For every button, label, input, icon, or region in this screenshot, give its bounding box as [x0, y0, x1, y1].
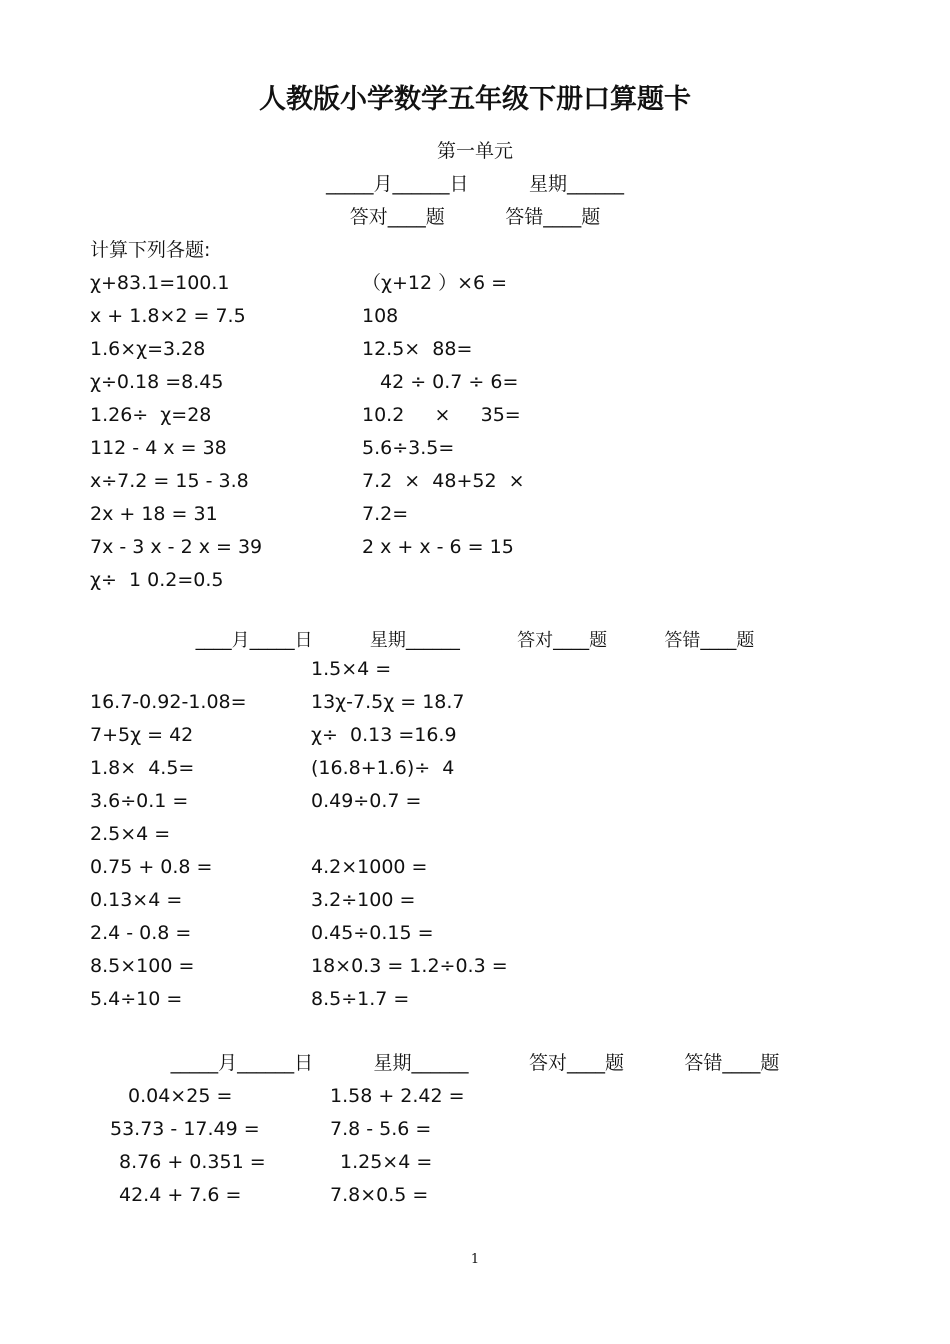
problem: 7.2 × 48+52 ×: [362, 470, 525, 492]
problem: 2x + 18 = 31: [90, 503, 218, 525]
problem: χ+83.1=100.1: [90, 272, 230, 294]
problem: 112 - 4 x = 38: [90, 437, 227, 459]
problem: 42.4 + 7.6 =: [119, 1184, 242, 1206]
problem: 5.6÷3.5=: [362, 437, 455, 459]
problem: 7x - 3 x - 2 x = 39: [90, 536, 263, 558]
problem: 0.49÷0.7 =: [311, 790, 422, 812]
problem: 8.76 + 0.351 =: [119, 1151, 266, 1173]
score-line: 答对____题 答错____题: [349, 206, 601, 228]
problem: 1.25×4 =: [340, 1151, 433, 1173]
problem: 8.5×100 =: [90, 955, 195, 977]
problem: 7+5χ = 42: [90, 724, 194, 746]
problem: 16.7-0.92-1.08=: [90, 691, 247, 713]
unit-heading: 第一单元: [436, 140, 513, 162]
problem: 1.8× 4.5=: [90, 757, 195, 779]
problem: χ÷0.18 =8.45: [90, 371, 224, 393]
problem: 1.26÷ χ=28: [90, 404, 212, 426]
problem: 13χ-7.5χ = 18.7: [311, 691, 465, 713]
problem: 1.58 + 2.42 =: [330, 1085, 465, 1107]
problem: （χ+12 ）×6 =: [362, 272, 508, 294]
section-header: _____月______日 星期______ 答对____题 答错____题: [170, 1052, 780, 1074]
problem: 1.6×χ=3.28: [90, 338, 206, 360]
problem: 12.5× 88=: [362, 338, 473, 360]
problem: x + 1.8×2 = 7.5: [90, 305, 246, 327]
problem: 2.5×4 =: [90, 823, 171, 845]
instruction: 计算下列各题:: [90, 239, 211, 261]
problem: 2.4 - 0.8 =: [90, 922, 192, 944]
section-header: ____月_____日 星期______ 答对____题 答错____题: [195, 630, 755, 651]
problem: 7.8 - 5.6 =: [330, 1118, 432, 1140]
page-title: 人教版小学数学五年级下册口算题卡: [259, 84, 691, 115]
problem: 108: [362, 305, 399, 327]
problem: 18×0.3 = 1.2÷0.3 =: [311, 955, 508, 977]
problem: 5.4÷10 =: [90, 988, 183, 1010]
problem: 2 x + x - 6 = 15: [362, 536, 514, 558]
problem: 10.2 × 35=: [362, 404, 521, 426]
problem: χ÷ 1 0.2=0.5: [90, 569, 224, 591]
problem: 4.2×1000 =: [311, 856, 428, 878]
problem: 0.75 + 0.8 =: [90, 856, 213, 878]
problem: 1.5×4 =: [311, 658, 392, 680]
problem: 3.6÷0.1 =: [90, 790, 189, 812]
problem: 53.73 - 17.49 =: [110, 1118, 260, 1140]
problem: 7.2=: [362, 503, 409, 525]
problem: 0.04×25 =: [128, 1085, 233, 1107]
problem: 0.13×4 =: [90, 889, 183, 911]
page-number: 1: [470, 1252, 480, 1267]
problem: 7.8×0.5 =: [330, 1184, 429, 1206]
date-line: _____月______日 星期______: [326, 173, 624, 195]
problem: x÷7.2 = 15 - 3.8: [90, 470, 249, 492]
problem: (16.8+1.6)÷ 4: [311, 757, 455, 779]
problem: χ÷ 0.13 =16.9: [311, 724, 457, 746]
problem: 0.45÷0.15 =: [311, 922, 434, 944]
problem: 42 ÷ 0.7 ÷ 6=: [380, 371, 519, 393]
problem: 3.2÷100 =: [311, 889, 416, 911]
problem: 8.5÷1.7 =: [311, 988, 410, 1010]
